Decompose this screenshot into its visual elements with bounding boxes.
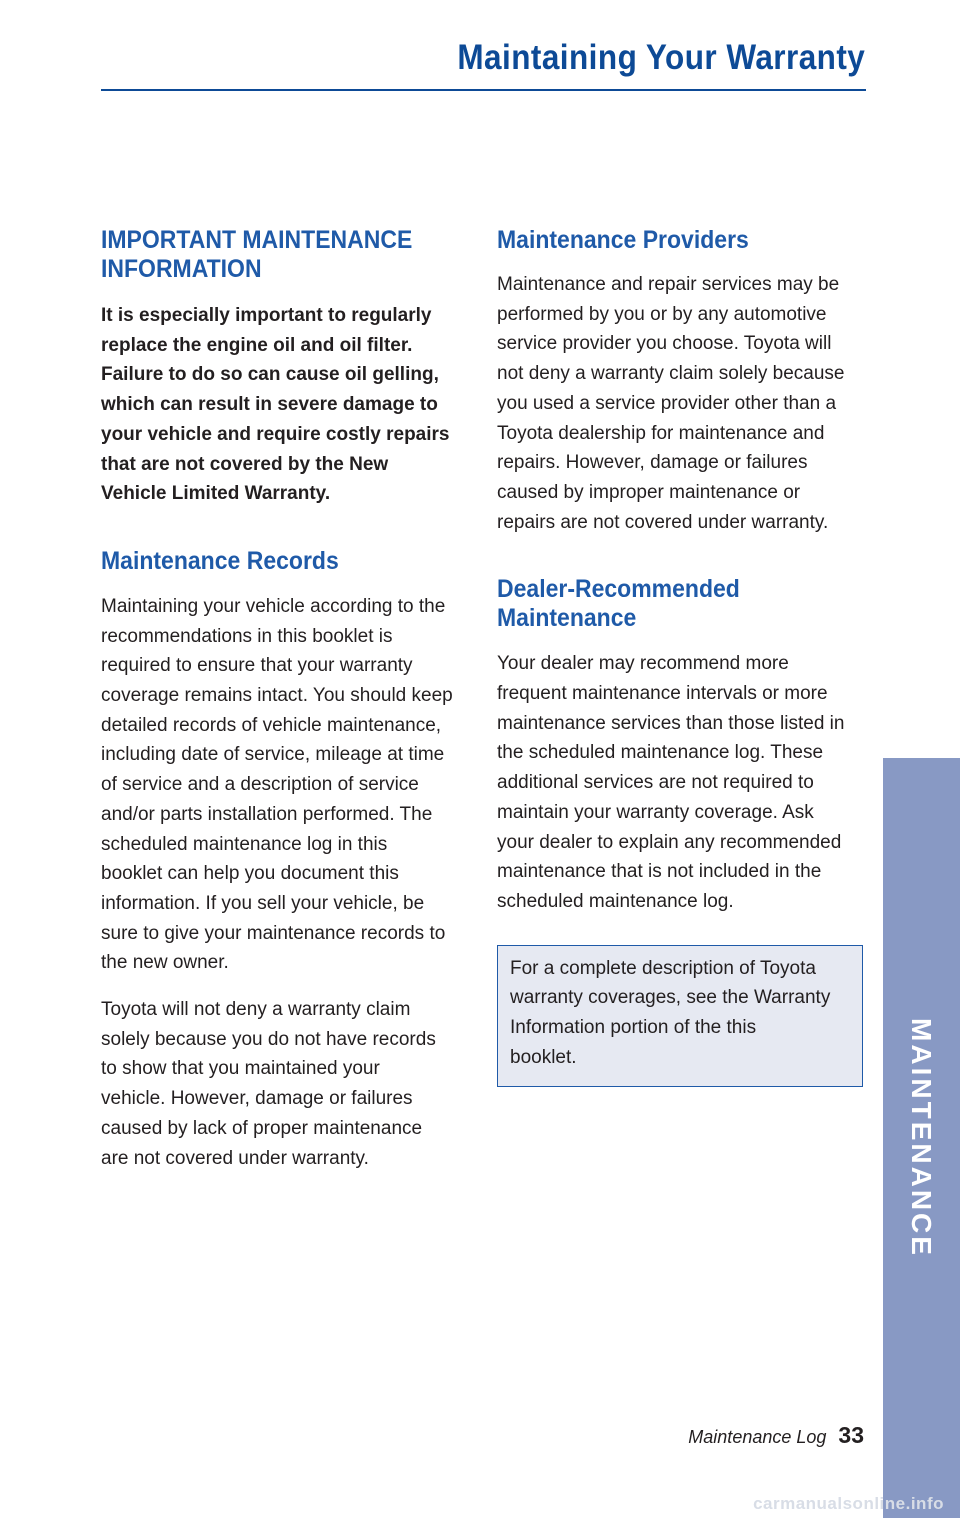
important-heading-line: IMPORTANT MAINTENANCE bbox=[101, 226, 413, 254]
warranty-note-box bbox=[497, 945, 863, 1088]
text-line: the new owner. bbox=[101, 952, 229, 974]
important-heading-line: INFORMATION bbox=[101, 255, 262, 283]
text-line: replace the engine oil and oil filter. bbox=[101, 334, 413, 356]
text-line: performed by you or by any automotive bbox=[497, 303, 827, 325]
text-line: sure to give your maintenance records to bbox=[101, 922, 446, 944]
text-line: maintenance services than those listed in bbox=[497, 712, 845, 734]
records-heading: Maintenance Records bbox=[101, 546, 339, 575]
dealer-heading bbox=[497, 575, 837, 633]
text-line: which can result in severe damage to bbox=[101, 394, 438, 416]
text-line: Vehicle Limited Warranty. bbox=[101, 483, 331, 505]
right-column bbox=[497, 226, 867, 1087]
title-divider bbox=[101, 89, 866, 91]
page-number: 33 bbox=[838, 1422, 864, 1448]
left-column bbox=[101, 226, 471, 1173]
text-line: the scheduled maintenance log. These bbox=[497, 742, 824, 764]
text-line: not deny a warranty claim solely because bbox=[497, 363, 845, 385]
text-line: Maintenance and repair services may be bbox=[497, 274, 840, 295]
text-line: Information portion of the this bbox=[510, 1017, 757, 1039]
text-line: required to ensure that your warranty bbox=[101, 655, 413, 677]
page-footer bbox=[688, 1422, 864, 1449]
text-line: Failure to do so can cause oil gelling, bbox=[101, 364, 439, 386]
text-line: you used a service provider other than a bbox=[497, 392, 837, 414]
section-side-label: MAINTENANCE bbox=[906, 1018, 937, 1258]
text-line: maintenance that is not included in the bbox=[497, 861, 822, 883]
providers-paragraph bbox=[497, 270, 867, 537]
dealer-heading-line: Dealer-Recommended bbox=[497, 575, 740, 604]
important-heading bbox=[101, 226, 441, 284]
text-line: booklet can help you document this bbox=[101, 863, 399, 885]
warranty-note-text bbox=[510, 954, 848, 1073]
text-line: vehicle. However, damage or failures bbox=[101, 1088, 413, 1110]
text-line: solely because you do not have records bbox=[101, 1028, 436, 1050]
text-line: to show that you maintained your bbox=[101, 1058, 380, 1080]
text-line: additional services are not required to bbox=[497, 772, 814, 794]
important-paragraph bbox=[101, 301, 471, 509]
text-line: are not covered under warranty. bbox=[101, 1147, 369, 1169]
text-line: It is especially important to regularly bbox=[101, 305, 432, 326]
text-line: of service and a description of service bbox=[101, 774, 419, 796]
dealer-heading-line: Maintenance bbox=[497, 604, 637, 633]
text-line: Toyota dealership for maintenance and bbox=[497, 422, 825, 444]
text-line: repairs. However, damage or failures bbox=[497, 452, 808, 474]
text-line: that are not covered by the New bbox=[101, 453, 389, 475]
page-title: Maintaining Your Warranty bbox=[457, 38, 865, 77]
text-line: maintain your warranty coverage. Ask bbox=[497, 801, 814, 823]
text-line: recommendations in this booklet is bbox=[101, 625, 393, 647]
footer-section-name: Maintenance Log bbox=[688, 1427, 827, 1447]
text-line: frequent maintenance intervals or more bbox=[497, 683, 828, 705]
text-line: scheduled maintenance log in this bbox=[101, 833, 388, 855]
providers-heading: Maintenance Providers bbox=[497, 226, 749, 254]
text-line: detailed records of vehicle maintenance, bbox=[101, 714, 442, 736]
text-line: and/or parts installation performed. The bbox=[101, 803, 433, 825]
watermark: carmanualsonline.info bbox=[753, 1494, 944, 1513]
text-line: caused by lack of proper maintenance bbox=[101, 1117, 423, 1139]
text-line: caused by improper maintenance or bbox=[497, 481, 801, 503]
text-line: scheduled maintenance log. bbox=[497, 890, 734, 912]
dealer-paragraph bbox=[497, 649, 867, 916]
text-line: warranty coverages, see the Warranty bbox=[510, 987, 831, 1009]
text-line: your vehicle and require costly repairs bbox=[101, 423, 450, 445]
text-line: repairs are not covered under warranty. bbox=[497, 511, 829, 533]
text-line: information. If you sell your vehicle, be bbox=[101, 892, 425, 914]
text-line: your dealer to explain any recommended bbox=[497, 831, 842, 853]
records-paragraph-2 bbox=[101, 995, 471, 1173]
text-line: Maintaining your vehicle according to the bbox=[101, 595, 446, 617]
text-line: service provider you choose. Toyota will bbox=[497, 333, 832, 355]
text-line: coverage remains intact. You should keep bbox=[101, 685, 453, 707]
text-line: including date of service, mileage at time bbox=[101, 744, 445, 766]
records-paragraph-1 bbox=[101, 592, 471, 978]
text-line: For a complete description of Toyota bbox=[510, 957, 816, 979]
text-line: booklet. bbox=[510, 1046, 577, 1068]
text-line: Toyota will not deny a warranty claim bbox=[101, 999, 411, 1021]
text-line: Your dealer may recommend more bbox=[497, 653, 789, 675]
